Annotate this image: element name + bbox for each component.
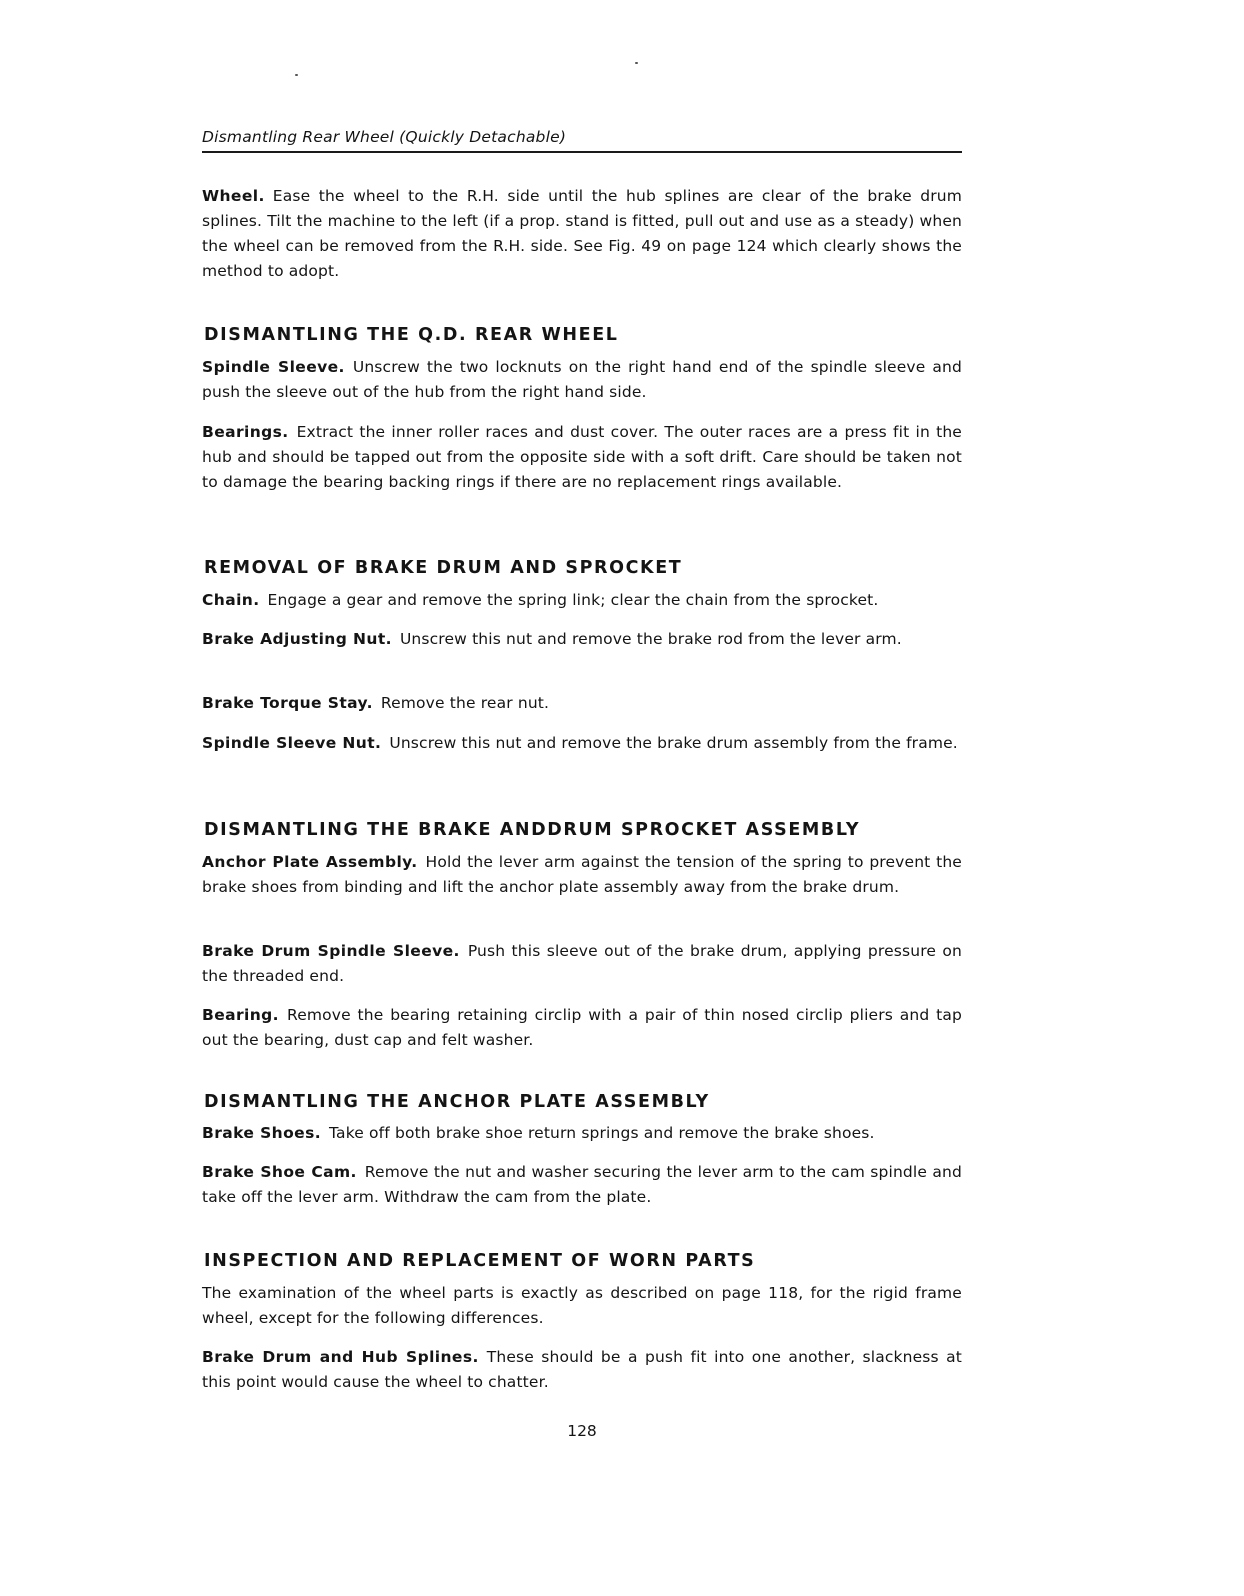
lead-term: Brake Torque Stay. [202, 694, 373, 712]
paragraph-text: Unscrew this nut and remove the brake drum assembly from the frame. [389, 734, 958, 752]
paragraph-text: Unscrew the two locknuts on the right hand end of the spindle sleeve and push the sleeve out of the hub from the right hand side. [202, 358, 962, 401]
page-number: 128 [567, 1422, 597, 1440]
paragraph-brake-shoe-cam [202, 1160, 962, 1210]
paragraph-chain [202, 588, 962, 613]
paragraph-text: The examination of the wheel parts is exactly as described on page 118, for the rigid frame wheel, except for the following differences. [202, 1284, 962, 1327]
paragraph-text: Push this sleeve out of the brake drum, applying pressure on the threaded end. [202, 942, 962, 985]
paragraph-wheel [202, 184, 962, 284]
paragraph-text: Hold the lever arm against the tension of the spring to prevent the brake shoes from binding and lift the anchor plate assembly away from the brake drum. [202, 853, 962, 896]
paragraph-bearings [202, 420, 962, 495]
lead-term: Anchor Plate Assembly. [202, 853, 418, 871]
paragraph-spindle-sleeve-nut [202, 731, 962, 756]
paragraph-text: Engage a gear and remove the spring link; clear the chain from the sprocket. [267, 591, 879, 609]
paragraph-text: These should be a push fit into one another, slackness at this point would cause the wheel to chatter. [202, 1348, 962, 1391]
paragraph-text: Take off both brake shoe return springs and remove the brake shoes. [329, 1124, 875, 1142]
paragraph-brake-shoes [202, 1121, 962, 1146]
paragraph-examination [202, 1281, 962, 1331]
section-heading: DISMANTLING THE ANCHOR PLATE ASSEMBLY [204, 1092, 710, 1112]
section-heading: DISMANTLING THE Q.D. REAR WHEEL [204, 325, 619, 345]
running-head: Dismantling Rear Wheel (Quickly Detachable) [202, 128, 962, 153]
paragraph-anchor-plate-assembly [202, 850, 962, 900]
paragraph-text: Unscrew this nut and remove the brake rod from the lever arm. [399, 630, 902, 648]
paragraph-brake-drum-hub-splines [202, 1345, 962, 1395]
lead-term: Wheel. [202, 187, 265, 205]
lead-term: Brake Adjusting Nut. [202, 630, 392, 648]
scan-speck [635, 62, 638, 64]
lead-term: Spindle Sleeve. [202, 358, 345, 376]
section-heading: REMOVAL OF BRAKE DRUM AND SPROCKET [204, 558, 683, 578]
lead-term: Chain. [202, 591, 260, 609]
lead-term: Bearing. [202, 1006, 279, 1024]
lead-term: Bearings. [202, 423, 289, 441]
paragraph-text: Remove the rear nut. [380, 694, 550, 712]
paragraph-text: Remove the nut and washer securing the lever arm to the cam spindle and take off the lever arm. Withdraw the cam from the plate. [202, 1163, 962, 1206]
paragraph-bearing [202, 1003, 962, 1053]
document-page [202, 0, 962, 1596]
paragraph-text: Remove the bearing retaining circlip with a pair of thin nosed circlip pliers and tap out the bearing, dust cap and felt washer. [202, 1006, 962, 1049]
paragraph-text: Extract the inner roller races and dust cover. The outer races are a press fit in the hub and should be tapped out from the opposite side with a soft drift. Care should be taken not to damage the bearing backing rings if there are no replacement rings available. [202, 423, 962, 491]
scan-speck [295, 74, 298, 76]
paragraph-text: Ease the wheel to the R.H. side until the hub splines are clear of the brake drum splines. Tilt the machine to the left (if a prop. stand is fitted, pull out and use as a steady) when the wheel can be removed from the R.H. side. See Fig. 49 on page 124 which clearly shows the method to adopt. [202, 187, 962, 280]
lead-term: Brake Shoe Cam. [202, 1163, 357, 1181]
lead-term: Brake Shoes. [202, 1124, 321, 1142]
lead-term: Brake Drum and Hub Splines. [202, 1348, 479, 1366]
paragraph-brake-adjusting-nut [202, 627, 962, 652]
paragraph-brake-torque-stay [202, 691, 962, 716]
paragraph-spindle-sleeve [202, 355, 962, 405]
section-heading: INSPECTION AND REPLACEMENT OF WORN PARTS [204, 1251, 756, 1271]
paragraph-brake-drum-spindle-sleeve [202, 939, 962, 989]
lead-term: Spindle Sleeve Nut. [202, 734, 382, 752]
section-heading: DISMANTLING THE BRAKE ANDDRUM SPROCKET ASSEMBLY [204, 820, 861, 840]
lead-term: Brake Drum Spindle Sleeve. [202, 942, 460, 960]
